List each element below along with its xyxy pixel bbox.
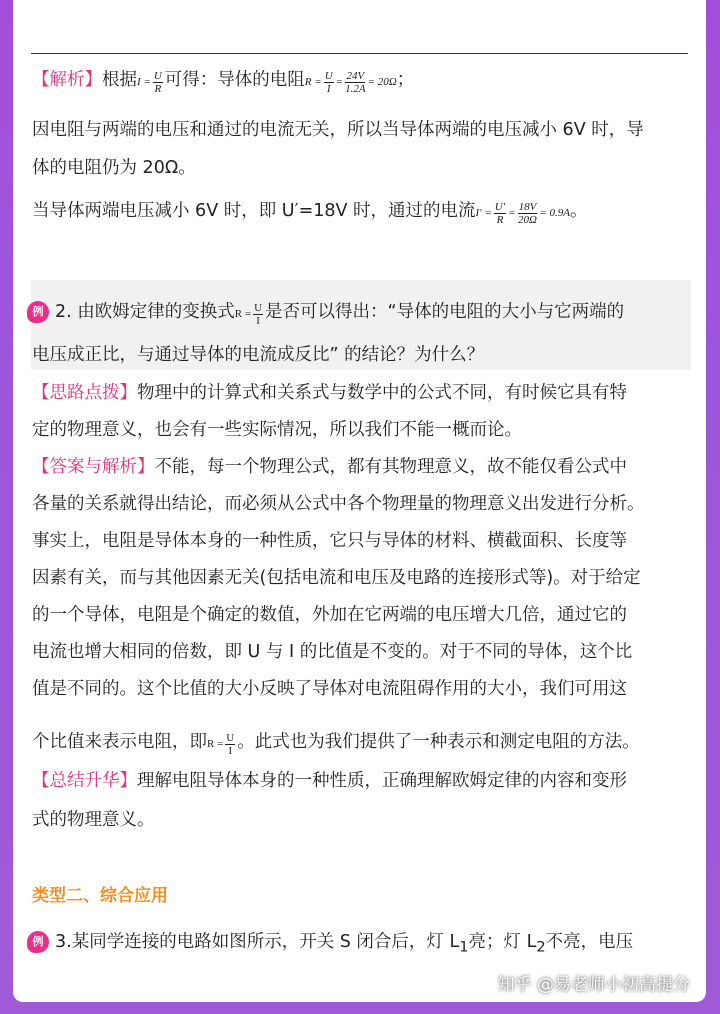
formula-r-ui xyxy=(207,731,237,757)
summary-text-1: 理解电阻导体本身的一种性质，正确理解欧姆定律的内容和变形 xyxy=(137,771,627,791)
answer-text-8a: 个比值来表示电阻，即 xyxy=(32,732,207,752)
answer-line-7: 值是不同的。这个比值的大小反映了导体对电流阻碍作用的大小，我们可用这 xyxy=(32,679,627,699)
example-2-line-1 xyxy=(27,300,624,327)
answer-text-1: 不能，每一个物理公式，都有其物理意义，故不能仅看公式中 xyxy=(154,457,627,477)
divider-rule xyxy=(31,53,688,54)
example-3-text-a: 3.某同学连接的电路如图所示，开关 S 闭合后，灯 L xyxy=(55,932,460,952)
answer-line-1 xyxy=(32,455,627,479)
analysis-line-1 xyxy=(32,68,414,95)
formula-r-value xyxy=(304,69,397,95)
analysis-text-3: ； xyxy=(396,70,415,90)
formula-den: I xyxy=(326,82,331,95)
summary-line-2: 式的物理意义。 xyxy=(32,810,155,830)
example-3-text-b: 亮；灯 L xyxy=(468,932,537,952)
analysis-text-2: 可得：导体的电阻 xyxy=(164,70,305,90)
formula-num: U xyxy=(324,69,333,82)
formula-lhs: I = xyxy=(137,76,151,88)
answer-line-4: 因素有关，而与其他因素无关(包括电流和电压及电路的连接形式等)。对于给定 xyxy=(32,568,641,588)
summary-tag: 【总结升华】 xyxy=(32,771,137,791)
example-badge-icon: 例 xyxy=(27,931,49,953)
analysis-line-4 xyxy=(32,199,587,226)
formula-i-ur xyxy=(137,69,165,95)
analysis-text-1: 根据 xyxy=(102,70,137,90)
formula-result: = 0.9A xyxy=(539,207,570,219)
subscript-1: 1 xyxy=(459,938,469,956)
analysis-text-4: 当导体两端电压减小 6V 时，即 U′=18V 时，通过的电流 xyxy=(32,201,476,221)
formula-lhs: R = xyxy=(304,76,322,88)
example-2-text-2: 是否可以得出：“导体的电阻的大小与它两端的 xyxy=(265,302,625,322)
example-badge-icon: 例 xyxy=(27,301,49,323)
example-3-text-c: 不亮，电压 xyxy=(545,932,634,952)
document-sheet xyxy=(13,0,706,1002)
analysis-text-5: 。 xyxy=(569,201,588,221)
formula-num: U xyxy=(226,731,235,744)
analysis-line-3: 体的电阻仍为 20Ω。 xyxy=(32,158,196,178)
thinking-text-1: 物理中的计算式和关系式与数学中的公式不同，有时候它具有特 xyxy=(137,383,627,403)
formula-result: = 20Ω xyxy=(367,76,397,88)
formula-lhs: R = xyxy=(207,738,224,750)
analysis-line-2: 因电阻与两端的电压和通过的电流无关，所以当导体两端的电压减小 6V 时，导 xyxy=(32,120,644,140)
formula-den: I xyxy=(228,744,233,757)
subscript-2: 2 xyxy=(536,938,546,956)
formula-num: U xyxy=(254,301,263,314)
answer-line-2: 各量的关系就得出结论，而必须从公式中各个物理量的物理意义出发进行分析。 xyxy=(32,494,645,514)
thinking-tag: 【思路点拨】 xyxy=(32,383,137,403)
formula-eq: = xyxy=(508,207,516,219)
summary-line-1 xyxy=(32,769,627,793)
formula-num: U′ xyxy=(494,200,506,213)
answer-line-3: 事实上，电阻是导体本身的一种性质，它只与导体的材料、横截面积、长度等 xyxy=(32,531,627,551)
analysis-tag: 【解析】 xyxy=(32,70,102,90)
thinking-line-2: 定的物理意义，也会有一些实际情况，所以我们不能一概而论。 xyxy=(32,420,522,440)
answer-line-6: 电流也增大相同的倍数，即 U 与 I 的比值是不变的。对于不同的导体，这个比 xyxy=(32,642,633,662)
example-2-line-2: 电压成正比，与通过导体的电流成反比” 的结论？为什么？ xyxy=(32,345,485,365)
formula-den: R xyxy=(496,213,504,226)
answer-line-5: 的一个导体，电阻是个确定的数值，外加在它两端的电压增大几倍，通过它的 xyxy=(32,605,627,625)
answer-tag: 【答案与解析】 xyxy=(32,457,155,477)
formula-den: 1.2A xyxy=(345,82,366,95)
formula-den: R xyxy=(154,82,162,95)
answer-text-8b: 。此式也为我们提供了一种表示和测定电阻的方法。 xyxy=(237,732,640,752)
formula-num: 24V xyxy=(346,69,365,82)
formula-lhs: I′ = xyxy=(475,207,492,219)
example-2-text-1: 2. 由欧姆定律的变换式 xyxy=(55,302,235,322)
formula-num: U xyxy=(153,69,162,82)
formula-r-ui xyxy=(234,301,265,327)
thinking-line-1 xyxy=(32,381,627,405)
section-title: 类型二、综合应用 xyxy=(32,886,168,906)
formula-eq: = xyxy=(335,76,344,88)
formula-den: I xyxy=(256,314,260,327)
answer-line-8 xyxy=(32,730,640,757)
example-3-line xyxy=(27,930,633,960)
formula-lhs: R = xyxy=(234,308,252,320)
watermark: 知乎 @易老师小初高提分 xyxy=(497,975,690,995)
formula-num: 18V xyxy=(518,200,537,213)
formula-den: 20Ω xyxy=(517,213,537,226)
